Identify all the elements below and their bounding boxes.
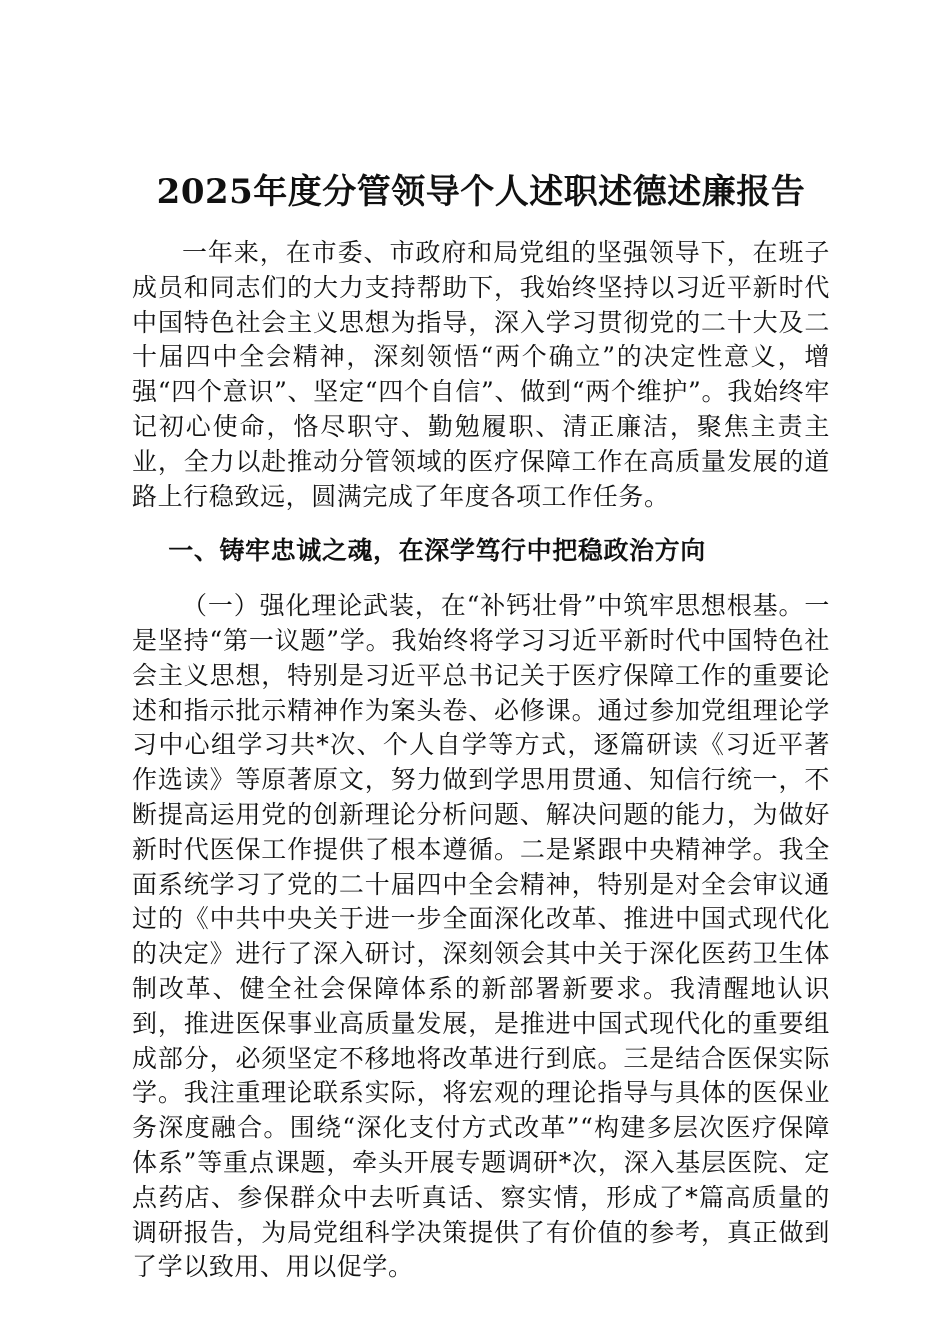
section-1-heading: 一、铸牢忠诚之魂，在深学笃行中把稳政治方向 [168, 536, 706, 566]
intro-paragraph: 一年来，在市委、市政府和局党组的坚强领导下，在班子成员和同志们的大力支持帮助下，我始终坚持以习近平新时代中国特色社会主义思想为指导，深入学习贯彻党的二十大及二十届四中全会精神，深刻领悟“两个确立”的决定性意义，增强“四个意识”、坚定“四个自信”、做到“两个维护”。我始终牢记初心使命，恪尽职守、勤勉履职、清正廉洁，聚焦主责主业，全力以赴推动分管领域的医疗保障工作在高质量发展的道路上行稳致远，圆满完成了年度各项工作任务。 [132, 238, 830, 511]
document-title: 2025年度分管领导个人述职述德述廉报告 [156, 172, 806, 212]
section-1-paragraph-1: （一）强化理论武装，在“补钙壮骨”中筑牢思想根基。一是坚持“第一议题”学。我始终将学习习近平新时代中国特色社会主义思想，特别是习近平总书记关于医疗保障工作的重要论述和指示批示精神作为案头卷、必修课。通过参加党组理论学习中心组学习共*次、个人自学等方式，逐篇研读《习近平著作选读》等原著原文，努力做到学思用贯通、知信行统一，不断提高运用党的创新理论分析问题、解决问题的能力，为做好新时代医保工作提供了根本遵循。二是紧跟中央精神学。我全面系统学习了党的二十届四中全会精神，特别是对全会审议通过的《中共中央关于进一步全面深化改革、推进中国式现代化的决定》进行了深入研讨，深刻领会其中关于深化医药卫生体制改革、健全社会保障体系的新部署新要求。我清醒地认识到，推进医保事业高质量发展，是推进中国式现代化的重要组成部分，必须坚定不移地将改革进行到底。三是结合医保实际学。我注重理论联系实际，将宏观的理论指导与具体的医保业务深度融合。围绕“深化支付方式改革”“构建多层次医疗保障体系”等重点课题，牵头开展专题调研*次，深入基层医院、定点药店、参保群众中去听真话、察实情，形成了*篇高质量的调研报告，为局党组科学决策提供了有价值的参考，真正做到了学以致用、用以促学。 [132, 591, 830, 1282]
